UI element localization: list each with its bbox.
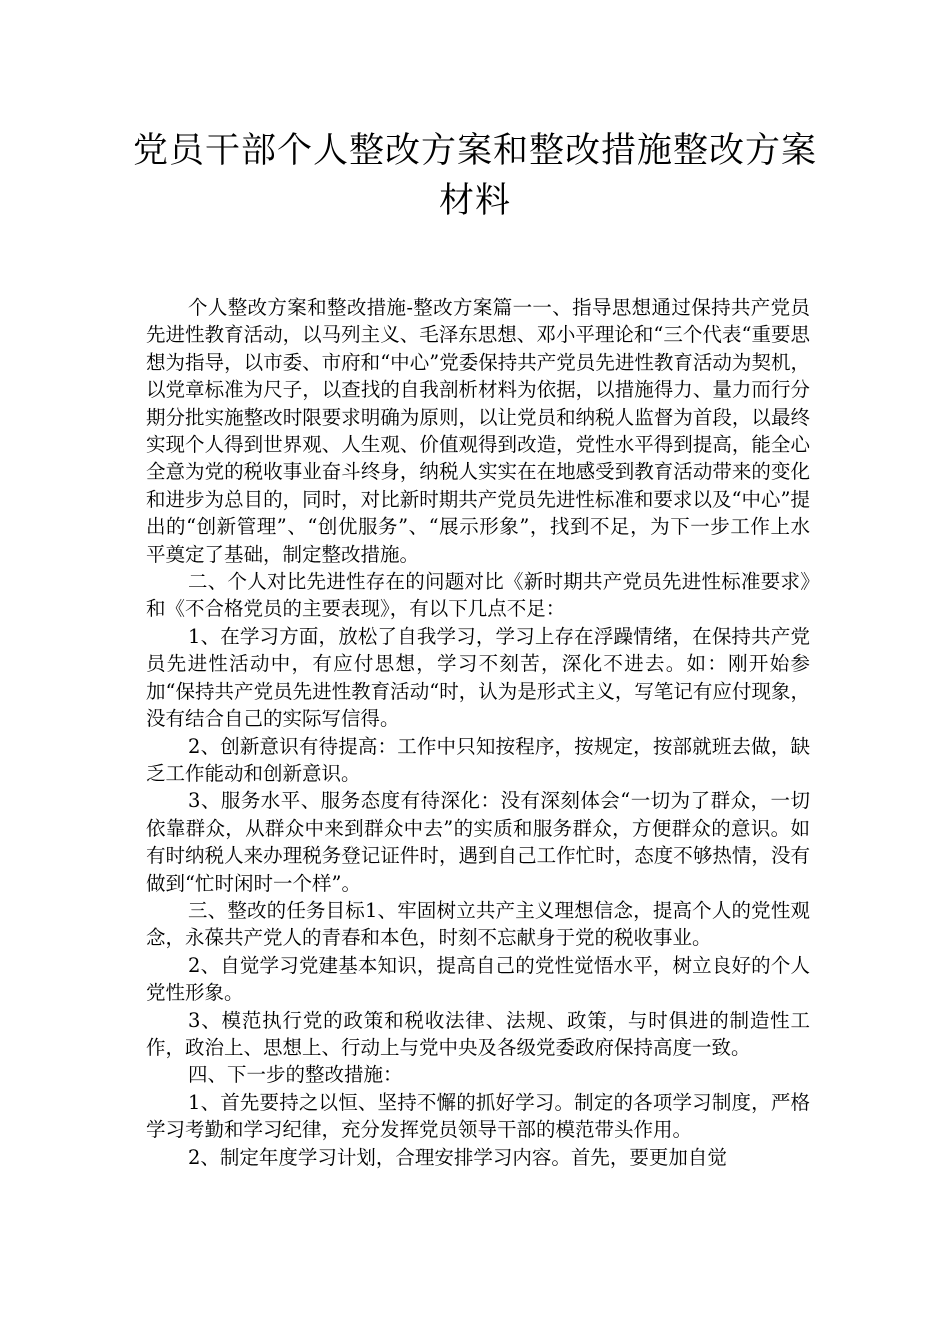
paragraph: 2、创新意识有待提高：工作中只知按程序，按规定，按部就班去做，缺乏工作能动和创新意识。 <box>146 734 810 785</box>
paragraph: 个人整改方案和整改措施-整改方案篇一一、指导思想通过保持共产党员先进性教育活动，以马列主义、毛泽东思想、邓小平理论和“三个代表“重要思想为指导，以市委、市府和“中心”党委保持共产党员先进性教育活动为契机，以党章标准为尺子，以查找的自我剖析材料为依据，以措施得力、量力而行分期分批实施整改时限要求明确为原则，以让党员和纳税人监督为首段，以最终实现个人得到世界观、人生观、价值观得到改造，党性水平得到提高，能全心全意为党的税收事业奋斗终身，纳税人实实在在地感受到教育活动带来的变化和进步为总目的，同时，对比新时期共产党员先进性标准和要求以及“中心”提出的“创新管理”、“创优服务”、“展示形象”，找到不足，为下一步工作上水平奠定了基础，制定整改措施。 <box>146 296 810 566</box>
paragraph: 2、制定年度学习计划，合理安排学习内容。首先，要更加自觉 <box>188 1145 727 1169</box>
paragraph: 1、首先要持之以恒、坚持不懈的抓好学习。制定的各项学习制度，严格学习考勤和学习纪律，充分发挥党员领导干部的模范带头作用。 <box>146 1090 810 1142</box>
paragraph: 三、整改的任务目标1、牢固树立共产主义理想信念，提高个人的党性观念，永葆共产党人的青春和本色，时刻不忘献身于党的税收事业。 <box>146 898 810 950</box>
paragraph: 2、自觉学习党建基本知识，提高自己的党性觉悟水平，树立良好的个人党性形象。 <box>146 953 810 1005</box>
paragraph: 3、模范执行党的政策和税收法律、法规、政策，与时俱进的制造性工作，政治上、思想上、行动上与党中央及各级党委政府保持高度一致。 <box>146 1008 810 1059</box>
document-title: 党员干部个人整改方案和整改措施整改方案材料 <box>132 131 817 221</box>
paragraph: 1、在学习方面，放松了自我学习，学习上存在浮躁情绪，在保持共产党员先进性活动中，有应付思想，学习不刻苦，深化不进去。如：刚开始参加“保持共产党员先进性教育活动“时，认为是形式主义，写笔记有应付现象，没有结合自己的实际写信得。 <box>146 624 810 731</box>
paragraph: 3、服务水平、服务态度有待深化：没有深刻体会“一切为了群众，一切依靠群众，从群众中来到群众中去”的实质和服务群众，方便群众的意识。如有时纳税人来办理税务登记证件时，遇到自己工作忙时，态度不够热情，没有做到“忙时闲时一个样”。 <box>146 789 810 895</box>
paragraph: 二、个人对比先进性存在的问题对比《新时期共产党员先进性标准要求》和《不合格党员的主要表现》，有以下几点不足： <box>146 570 810 621</box>
document-body <box>146 294 810 1171</box>
paragraph: 四、下一步的整改措施： <box>188 1063 403 1087</box>
